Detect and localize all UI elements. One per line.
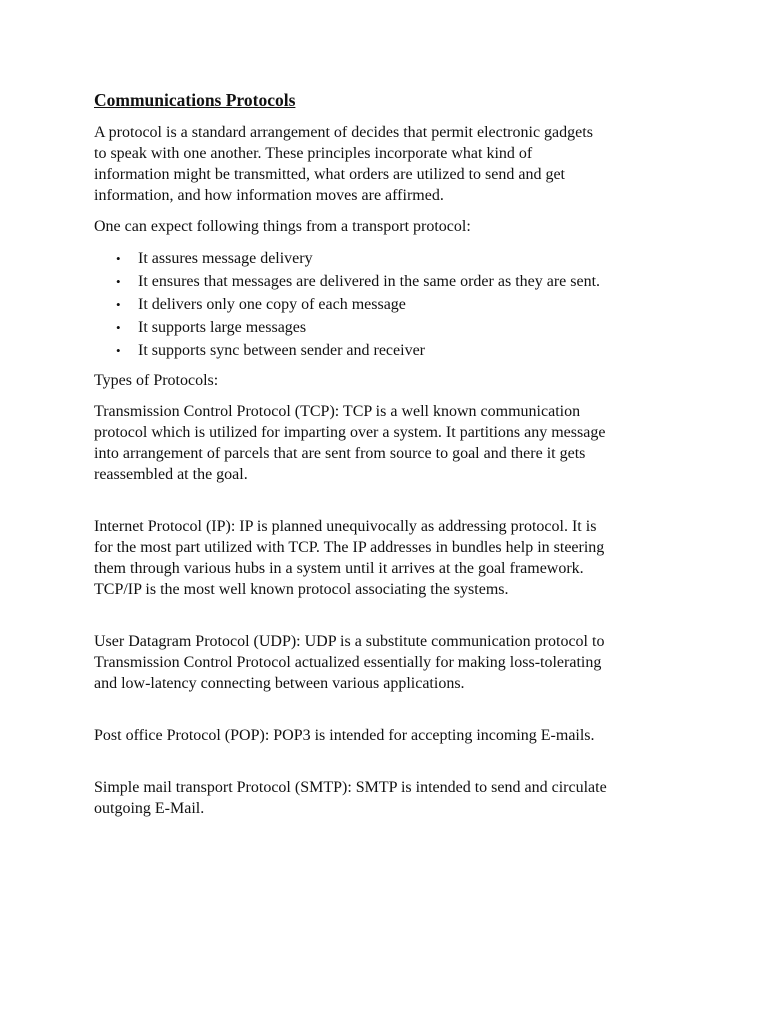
- intro-line: to speak with one another. These principles incorporate what kind of: [94, 145, 533, 162]
- document-page: [94, 88, 684, 829]
- bullet-icon: •: [116, 274, 121, 289]
- bullet-text: It ensures that messages are delivered in the same order as they are sent.: [138, 273, 601, 290]
- pop-line: Post office Protocol (POP): POP3 is intended for accepting incoming E-mails.: [94, 727, 595, 744]
- bullet-text: It assures message delivery: [138, 250, 313, 267]
- bullet-text: It supports sync between sender and receiver: [138, 342, 425, 359]
- types-heading: Types of Protocols:: [94, 372, 219, 389]
- ip-line: TCP/IP is the most well known protocol associating the systems.: [94, 581, 509, 598]
- tcp-line: Transmission Control Protocol (TCP): TCP is a well known communication: [94, 403, 581, 420]
- ip-line: for the most part utilized with TCP. The IP addresses in bundles help in steering: [94, 539, 605, 556]
- tcp-paragraph: [94, 401, 684, 485]
- bullet-text: It supports large messages: [138, 319, 307, 336]
- smtp-line: Simple mail transport Protocol (SMTP): SMTP is intended to send and circulate: [94, 779, 607, 796]
- bullet-icon: •: [116, 320, 121, 335]
- tcp-line: into arrangement of parcels that are sent from source to goal and there it gets: [94, 445, 586, 462]
- smtp-paragraph: [94, 777, 684, 819]
- document-title: Communications Protocols: [94, 90, 296, 110]
- ip-line: Internet Protocol (IP): IP is planned unequivocally as addressing protocol. It is: [94, 518, 597, 535]
- bullet-item: [94, 270, 684, 293]
- bullet-item: [94, 316, 684, 339]
- bullet-icon: •: [116, 297, 121, 312]
- intro-paragraph: [94, 122, 684, 206]
- bullet-icon: •: [116, 343, 121, 358]
- smtp-line: outgoing E-Mail.: [94, 800, 205, 817]
- bullet-item: [94, 339, 684, 362]
- udp-line: Transmission Control Protocol actualized essentially for making loss-tolerating: [94, 654, 602, 671]
- bullet-list: [94, 247, 684, 362]
- bullet-item: [94, 247, 684, 270]
- bullet-icon: •: [116, 251, 121, 266]
- intro-line: A protocol is a standard arrangement of decides that permit electronic gadgets: [94, 124, 593, 141]
- tcp-line: reassembled at the goal.: [94, 466, 248, 483]
- bullet-item: [94, 293, 684, 316]
- intro-line: information might be transmitted, what orders are utilized to send and get: [94, 166, 565, 183]
- intro-line: information, and how information moves are affirmed.: [94, 187, 444, 204]
- bullet-text: It delivers only one copy of each message: [138, 296, 406, 313]
- udp-line: and low-latency connecting between various applications.: [94, 675, 465, 692]
- udp-paragraph: [94, 631, 684, 694]
- expect-heading: One can expect following things from a transport protocol:: [94, 218, 471, 235]
- ip-line: them through various hubs in a system until it arrives at the goal framework.: [94, 560, 584, 577]
- ip-paragraph: [94, 516, 684, 600]
- pop-paragraph: [94, 725, 684, 746]
- udp-line: User Datagram Protocol (UDP): UDP is a substitute communication protocol to: [94, 633, 605, 650]
- tcp-line: protocol which is utilized for imparting over a system. It partitions any message: [94, 424, 606, 441]
